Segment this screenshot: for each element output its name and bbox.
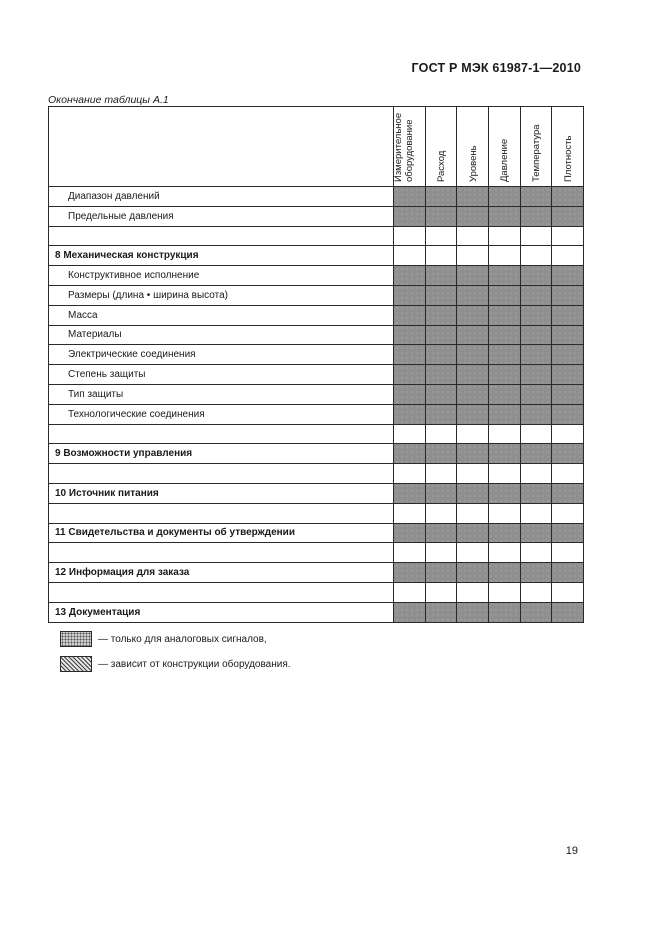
shaded-cell xyxy=(457,404,489,424)
shaded-cell xyxy=(552,523,584,543)
shaded-cell xyxy=(457,563,489,583)
empty-cell xyxy=(457,246,489,266)
table-caption: Окончание таблицы А.1 xyxy=(48,94,169,106)
shaded-cell xyxy=(488,305,520,325)
shaded-cell xyxy=(457,285,489,305)
shaded-cell xyxy=(394,523,426,543)
empty-cell xyxy=(425,424,457,444)
shaded-cell xyxy=(394,365,426,385)
shaded-cell xyxy=(520,404,552,424)
shaded-cell xyxy=(457,444,489,464)
shaded-cell xyxy=(394,187,426,207)
shaded-cell xyxy=(552,384,584,404)
empty-cell xyxy=(488,464,520,484)
shaded-cell xyxy=(394,483,426,503)
shaded-cell xyxy=(520,305,552,325)
column-header-label: Измерительное оборудование xyxy=(393,112,416,182)
empty-cell xyxy=(552,246,584,266)
empty-cell xyxy=(457,543,489,563)
column-header-label: Расход xyxy=(435,150,447,182)
shaded-cell xyxy=(552,563,584,583)
shaded-cell xyxy=(457,187,489,207)
shaded-cell xyxy=(520,206,552,226)
empty-cell xyxy=(520,226,552,246)
row-label: 12 Информация для заказа xyxy=(49,563,394,583)
row-label: Тип защиты xyxy=(49,384,394,404)
table-row xyxy=(49,384,584,404)
empty-cell xyxy=(425,464,457,484)
header-empty-cell xyxy=(49,107,394,187)
shaded-cell xyxy=(488,483,520,503)
row-label: Предельные давления xyxy=(49,206,394,226)
shaded-cell xyxy=(552,602,584,622)
shaded-cell xyxy=(457,325,489,345)
shaded-cell xyxy=(488,365,520,385)
shaded-cell xyxy=(425,266,457,286)
column-header xyxy=(394,107,426,187)
row-label: 9 Возможности управления xyxy=(49,444,394,464)
shaded-cell xyxy=(394,325,426,345)
blank-row xyxy=(49,424,584,444)
column-header xyxy=(425,107,457,187)
column-header-label: Давление xyxy=(499,138,511,182)
shaded-cell xyxy=(394,404,426,424)
section-row xyxy=(49,483,584,503)
shaded-cell xyxy=(425,206,457,226)
empty-cell xyxy=(394,464,426,484)
row-label: Размеры (длина • ширина высота) xyxy=(49,285,394,305)
table-row xyxy=(49,325,584,345)
shaded-cell xyxy=(457,384,489,404)
shaded-cell xyxy=(520,483,552,503)
shaded-cell xyxy=(552,187,584,207)
hatched-pattern-swatch xyxy=(60,656,92,672)
shaded-cell xyxy=(488,602,520,622)
shaded-cell xyxy=(488,384,520,404)
legend-text-design-dependent: — зависит от конструкции оборудования. xyxy=(98,658,291,670)
empty-cell xyxy=(394,424,426,444)
shaded-cell xyxy=(457,602,489,622)
shaded-cell xyxy=(488,206,520,226)
table-row xyxy=(49,206,584,226)
section-row xyxy=(49,444,584,464)
shaded-cell xyxy=(552,206,584,226)
shaded-cell xyxy=(488,345,520,365)
shaded-cell xyxy=(457,365,489,385)
column-header xyxy=(520,107,552,187)
table-row xyxy=(49,365,584,385)
empty-cell xyxy=(520,464,552,484)
empty-cell xyxy=(520,503,552,523)
column-header-label: Уровень xyxy=(467,145,479,182)
shaded-cell xyxy=(425,325,457,345)
shaded-cell xyxy=(488,444,520,464)
shaded-cell xyxy=(394,305,426,325)
empty-cell xyxy=(552,503,584,523)
shaded-cell xyxy=(488,563,520,583)
table-row xyxy=(49,266,584,286)
row-label: 8 Механическая конструкция xyxy=(49,246,394,266)
empty-cell xyxy=(552,543,584,563)
column-header xyxy=(457,107,489,187)
table-row xyxy=(49,345,584,365)
row-label xyxy=(49,226,394,246)
empty-cell xyxy=(488,543,520,563)
empty-cell xyxy=(457,582,489,602)
section-row xyxy=(49,246,584,266)
shaded-cell xyxy=(457,345,489,365)
empty-cell xyxy=(394,543,426,563)
shaded-cell xyxy=(520,384,552,404)
shaded-cell xyxy=(457,483,489,503)
shaded-cell xyxy=(425,444,457,464)
shaded-cell xyxy=(425,285,457,305)
row-label: 13 Документация xyxy=(49,602,394,622)
shaded-cell xyxy=(394,602,426,622)
shaded-cell xyxy=(425,404,457,424)
shaded-cell xyxy=(552,365,584,385)
shaded-cell xyxy=(488,266,520,286)
legend-item-design-dependent xyxy=(60,656,291,672)
shaded-cell xyxy=(457,266,489,286)
empty-cell xyxy=(457,503,489,523)
empty-cell xyxy=(520,543,552,563)
empty-cell xyxy=(520,424,552,444)
shaded-cell xyxy=(425,365,457,385)
shaded-cell xyxy=(457,305,489,325)
empty-cell xyxy=(488,503,520,523)
shaded-cell xyxy=(520,325,552,345)
row-label: 11 Свидетельства и документы об утверждении xyxy=(49,523,394,543)
blank-row xyxy=(49,226,584,246)
empty-cell xyxy=(425,543,457,563)
row-label: Масса xyxy=(49,305,394,325)
shaded-cell xyxy=(552,483,584,503)
row-label: Степень защиты xyxy=(49,365,394,385)
page-number: 19 xyxy=(565,845,578,857)
empty-cell xyxy=(457,424,489,444)
column-header xyxy=(552,107,584,187)
shaded-cell xyxy=(394,285,426,305)
shaded-cell xyxy=(520,523,552,543)
empty-cell xyxy=(425,226,457,246)
legend-text-analog: — только для аналоговых сигналов, xyxy=(98,633,267,645)
shaded-cell xyxy=(394,345,426,365)
shaded-cell xyxy=(520,266,552,286)
shaded-cell xyxy=(394,444,426,464)
empty-cell xyxy=(394,503,426,523)
shaded-cell xyxy=(552,266,584,286)
shaded-cell xyxy=(552,444,584,464)
table-row xyxy=(49,305,584,325)
shaded-cell xyxy=(425,523,457,543)
empty-cell xyxy=(552,424,584,444)
shaded-cell xyxy=(488,187,520,207)
empty-cell xyxy=(394,246,426,266)
empty-cell xyxy=(457,226,489,246)
shaded-cell xyxy=(552,285,584,305)
row-label: Технологические соединения xyxy=(49,404,394,424)
table-row xyxy=(49,404,584,424)
empty-cell xyxy=(552,226,584,246)
shaded-cell xyxy=(425,305,457,325)
specification-table xyxy=(48,106,584,623)
shaded-cell xyxy=(425,602,457,622)
empty-cell xyxy=(488,246,520,266)
row-label xyxy=(49,464,394,484)
row-label: Материалы xyxy=(49,325,394,345)
empty-cell xyxy=(552,464,584,484)
shaded-cell xyxy=(457,206,489,226)
empty-cell xyxy=(394,582,426,602)
table-header-row xyxy=(49,107,584,187)
shaded-cell xyxy=(488,404,520,424)
shaded-cell xyxy=(552,325,584,345)
document-standard-code: ГОСТ Р МЭК 61987-1—2010 xyxy=(411,61,581,75)
blank-row xyxy=(49,543,584,563)
empty-cell xyxy=(425,582,457,602)
shaded-cell xyxy=(520,444,552,464)
row-label: Конструктивное исполнение xyxy=(49,266,394,286)
empty-cell xyxy=(457,464,489,484)
shaded-cell xyxy=(488,523,520,543)
table-row xyxy=(49,285,584,305)
shaded-cell xyxy=(552,404,584,424)
shaded-cell xyxy=(520,602,552,622)
shaded-cell xyxy=(520,365,552,385)
section-row xyxy=(49,563,584,583)
shaded-cell xyxy=(425,187,457,207)
row-label xyxy=(49,582,394,602)
column-header-label: Плотность xyxy=(562,135,574,182)
blank-row xyxy=(49,582,584,602)
empty-cell xyxy=(520,582,552,602)
empty-cell xyxy=(488,424,520,444)
shaded-cell xyxy=(520,285,552,305)
column-header-label: Температура xyxy=(530,124,542,182)
empty-cell xyxy=(520,246,552,266)
shaded-cell xyxy=(520,187,552,207)
shaded-cell xyxy=(425,345,457,365)
shaded-cell xyxy=(552,305,584,325)
shaded-cell xyxy=(425,384,457,404)
legend-item-analog xyxy=(60,631,267,647)
shaded-cell xyxy=(394,266,426,286)
shaded-cell xyxy=(552,345,584,365)
row-label: Диапазон давлений xyxy=(49,187,394,207)
shaded-cell xyxy=(520,563,552,583)
row-label xyxy=(49,424,394,444)
empty-cell xyxy=(394,226,426,246)
blank-row xyxy=(49,464,584,484)
blank-row xyxy=(49,503,584,523)
section-row xyxy=(49,602,584,622)
dotted-pattern-swatch xyxy=(60,631,92,647)
empty-cell xyxy=(488,582,520,602)
shaded-cell xyxy=(394,206,426,226)
column-header xyxy=(488,107,520,187)
empty-cell xyxy=(425,503,457,523)
table-body xyxy=(49,187,584,623)
row-label xyxy=(49,543,394,563)
shaded-cell xyxy=(520,345,552,365)
empty-cell xyxy=(425,246,457,266)
shaded-cell xyxy=(394,563,426,583)
shaded-cell xyxy=(425,563,457,583)
row-label: 10 Источник питания xyxy=(49,483,394,503)
section-row xyxy=(49,523,584,543)
shaded-cell xyxy=(425,483,457,503)
shaded-cell xyxy=(394,384,426,404)
shaded-cell xyxy=(457,523,489,543)
row-label xyxy=(49,503,394,523)
empty-cell xyxy=(552,582,584,602)
shaded-cell xyxy=(488,325,520,345)
empty-cell xyxy=(488,226,520,246)
table-row xyxy=(49,187,584,207)
row-label: Электрические соединения xyxy=(49,345,394,365)
shaded-cell xyxy=(488,285,520,305)
